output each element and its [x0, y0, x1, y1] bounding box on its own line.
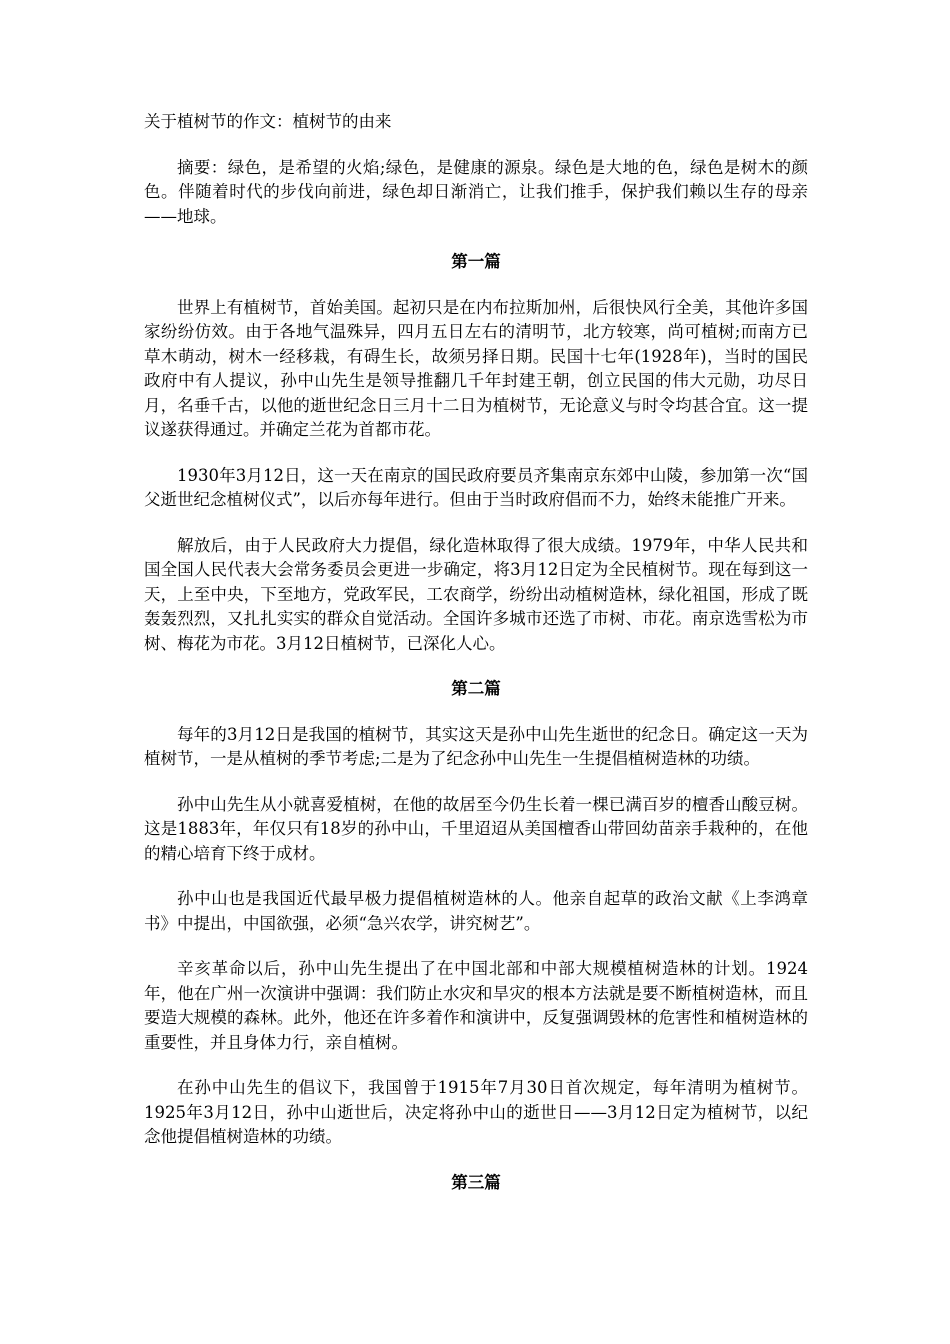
body-paragraph: 辛亥革命以后，孙中山先生提出了在中国北部和中部大规模植树造林的计划。1924年，他在广州一次演讲中强调：我们防止水灾和旱灾的根本方法就是要不断植树造林，而且要造大规模的森林。此外，他还在许多着作和演讲中，反复强调毁林的危害性和植树造林的重要性，并且身体力行，亲自植树。: [144, 959, 808, 1052]
section-3: [144, 1171, 808, 1196]
document-page: [144, 110, 808, 1216]
section-heading: 第三篇: [451, 1172, 501, 1192]
abstract-paragraph: 摘要：绿色，是希望的火焰;绿色，是健康的源泉。绿色是大地的色，绿色是树木的颜色。伴随着时代的步伐向前进，绿色却日渐消亡，让我们推手，保护我们赖以生存的母亲——地球。: [144, 157, 808, 226]
body-paragraph: 孙中山也是我国近代最早极力提倡植树造林的人。他亲自起草的政治文献《上李鸿章书》中提出，中国欲强，必须“急兴农学，讲究树艺”。: [144, 889, 808, 933]
body-paragraph: 每年的3月12日是我国的植树节，其实这天是孙中山先生逝世的纪念日。确定这一天为植树节，一是从植树的季节考虑;二是为了纪念孙中山先生一生提倡植树造林的功绩。: [144, 724, 808, 768]
body-paragraph: 孙中山先生从小就喜爱植树，在他的故居至今仍生长着一棵已满百岁的檀香山酸豆树。这是1883年，年仅只有18岁的孙中山，千里迢迢从美国檀香山带回幼苗亲手栽种的，在他的精心培育下终于成材。: [144, 794, 808, 863]
section-heading: 第一篇: [451, 252, 501, 271]
body-paragraph: 解放后，由于人民政府大力提倡，绿化造林取得了很大成绩。1979年，中华人民共和国全国人民代表大会常务委员会更进一步确定，将3月12日定为全民植树节。现在每到这一天，上至中央，下至地方，党政军民，工农商学，纷纷出动植树造林，绿化祖国，形成了既轰轰烈烈，又扎扎实实的群众自觉活动。全国许多城市还选了市树、市花。南京选雪松为市树、梅花为市花。3月12日植树节，已深化人心。: [144, 535, 808, 653]
section-2: [144, 677, 808, 1150]
section-heading: 第二篇: [451, 679, 501, 698]
body-paragraph: 世界上有植树节，首始美国。起初只是在内布拉斯加州，后很快风行全美，其他许多国家纷纷仿效。由于各地气温殊异，四月五日左右的清明节，北方较寒，尚可植树;而南方已草木萌动，树木一经移栽，有碍生长，故须另择日期。民国十七年(1928年)，当时的国民政府中有人提议，孙中山先生是领导推翻几千年封建王朝，创立民国的伟大元勋，功尽日月，名垂千古，以他的逝世纪念日三月十二日为植树节，无论意义与时令均甚合宜。这一提议遂获得通过。并确定兰花为首都市花。: [144, 297, 808, 439]
section-1: [144, 250, 808, 656]
document-title: 关于植树节的作文：植树节的由来: [144, 112, 392, 131]
body-paragraph: 在孙中山先生的倡议下，我国曾于1915年7月30日首次规定，每年清明为植树节。1925年3月12日，孙中山逝世后，决定将孙中山的逝世日——3月12日定为植树节，以纪念他提倡植树造林的功绩。: [144, 1078, 808, 1146]
body-paragraph: 1930年3月12日，这一天在南京的国民政府要员齐集南京东郊中山陵，参加第一次“国父逝世纪念植树仪式”，以后亦每年进行。但由于当时政府倡而不力，始终未能推广开来。: [144, 465, 808, 509]
